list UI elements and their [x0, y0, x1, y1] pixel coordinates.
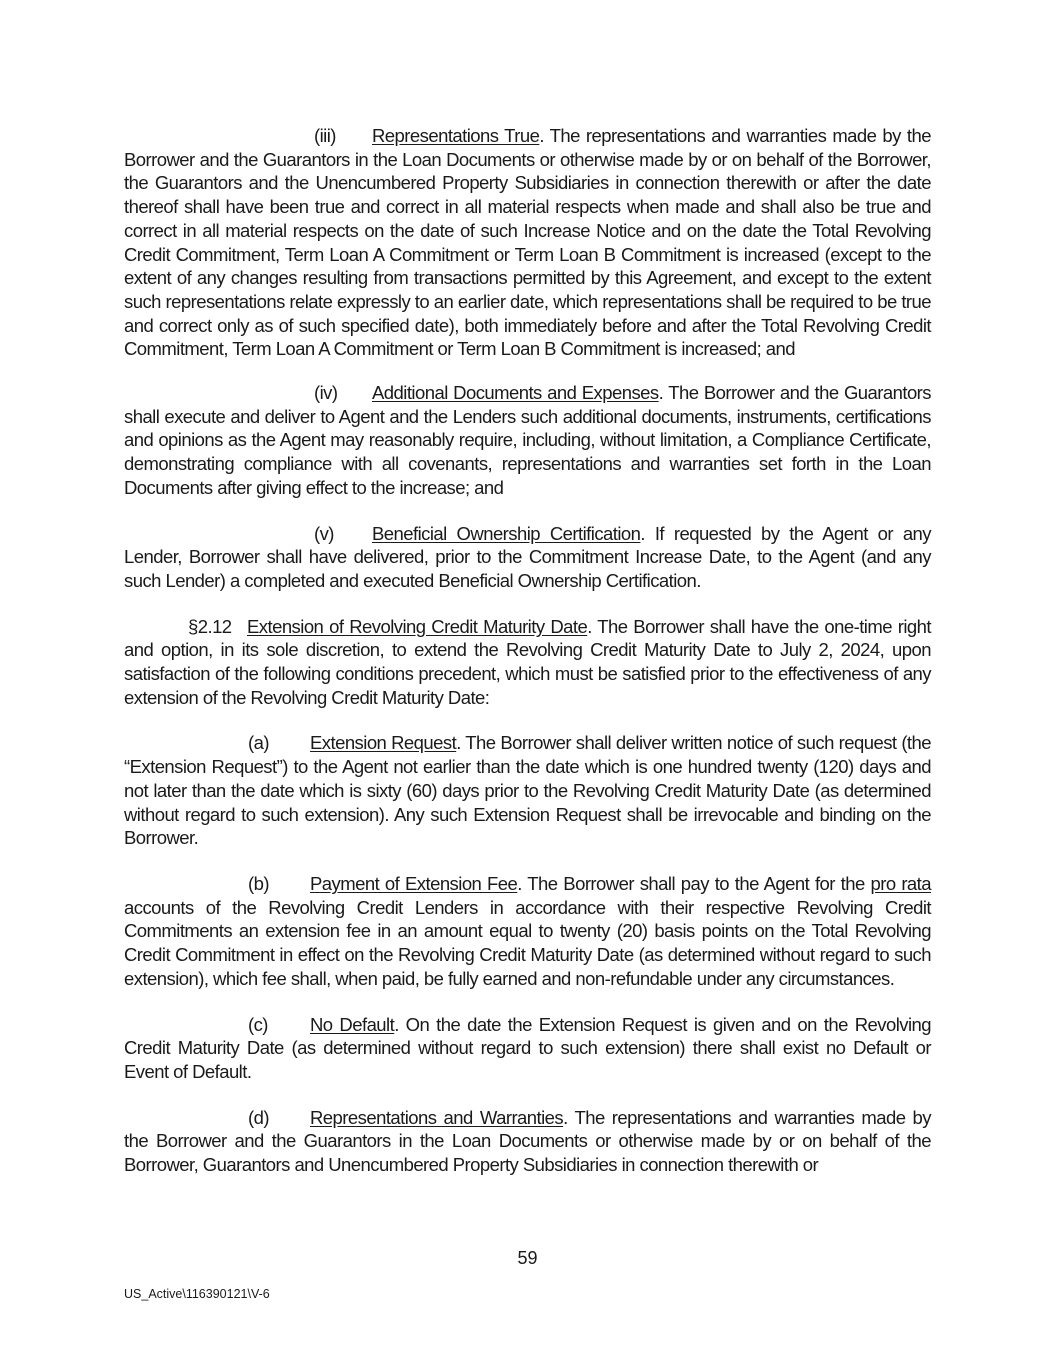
clause-text: . The representations and warranties made by the Borrower and the Guarantors in the Loan Documents or otherwise made by or on behalf of the Borrower, Guarantors and Unencumbered Property Subsidiaries in connection therewith or [124, 1106, 931, 1176]
clause-text: accounts of the Revolving Credit Lenders in accordance with their respective Revolving Credit Commitments an extension fee in an amount equal to twenty (20) basis points on the Total Revolving Credit Commitment in effect on the Revolving Credit Maturity Date (as determined without regard to such extension), which fee shall, when paid, be fully earned and non-refundable under any circumstances. [124, 896, 931, 989]
clause-number: (a) [248, 732, 269, 754]
section-text: . The Borrower shall have the one-time right and option, in its sole discretion, to extend the Revolving Credit Maturity Date to July 2, 2024, upon satisfaction of the following conditions precedent, which must be satisfied prior to the effectiveness of any extension of the Revolving Credit Maturity Date: [124, 615, 931, 708]
clause-heading: Representations and Warranties [310, 1106, 564, 1128]
clause-a [124, 731, 931, 850]
document-id: US_Active\116390121\V-6 [124, 1287, 270, 1301]
clause-number: (v) [314, 522, 334, 544]
clause-heading: Additional Documents and Expenses [372, 382, 659, 404]
clause-number: (iv) [314, 382, 338, 404]
clause-text: . The Borrower shall pay to the Agent for the [517, 872, 871, 894]
clause-text: . If requested by the Agent or any Lender, Borrower shall have delivered, prior to the Commitment Increase Date, to the Agent (and any such Lender) a completed and executed Beneficial Ownership Certification. [124, 522, 931, 591]
clause-heading: Extension Request [310, 732, 457, 754]
clause-heading: Representations True [372, 125, 540, 146]
clause-text: . The Borrower and the Guarantors shall execute and deliver to Agent and the Lenders such additional documents, instruments, certifications and opinions as the Agent may reasonably require, including, without limitation, a Compliance Certificate, demonstrating compliance with all covenants, representations and warranties set forth in the Loan Documents after giving effect to the increase; and [124, 382, 931, 498]
clause-v [124, 522, 931, 593]
clause-heading: Payment of Extension Fee [310, 872, 518, 894]
document-page [124, 124, 931, 1199]
clause-c [124, 1013, 931, 1084]
clause-number: (b) [248, 872, 269, 894]
clause-heading: Beneficial Ownership Certification [372, 522, 641, 544]
clause-iii [124, 124, 931, 361]
section-number: §2.12 [188, 615, 232, 637]
clause-number: (iii) [314, 125, 336, 146]
clause-text: . On the date the Extension Request is given and on the Revolving Credit Maturity Date (as determined without regard to such extension) there shall exist no Default or Event of Default. [124, 1013, 932, 1082]
clause-heading: No Default [310, 1013, 395, 1035]
clause-text: . The representations and warranties made by the Borrower and the Guarantors in the Loan Documents or otherwise made by or on behalf of the Borrower, the Guarantors and the Unencumbered Property Subsidiaries in connection therewith or after the date thereof shall have been true and correct in all material respects when made and shall also be true and correct in all material respects on the date of such Increase Notice and on the date the Total Revolving Credit Commitment, Term Loan A Commitment or Term Loan B Commitment is increased (except to the extent of any changes resulting from transactions permitted by this Agreement, and except to the extent such representations relate expressly to an earlier date, which representations shall be required to be true and correct only as of such specified date), both immediately before and after the Total Revolving Credit Commitment, Term Loan A Commitment or Term Loan B Commitment is increased; and [124, 125, 931, 360]
clause-number: (d) [248, 1106, 269, 1128]
section-heading: Extension of Revolving Credit Maturity Date [247, 615, 588, 637]
clause-b [124, 872, 931, 991]
pro-rata-term: pro rata [870, 872, 931, 894]
page-number: 59 [517, 1248, 538, 1268]
clause-text: . The Borrower shall deliver written notice of such request (the “Extension Request”) to the Agent not earlier than the date which is one hundred twenty (120) days and not later than the date which is sixty (60) days prior to the Revolving Credit Maturity Date (as determined without regard to such extension). Any such Extension Request shall be irrevocable and binding on the Borrower. [124, 732, 931, 849]
clause-iv [124, 381, 931, 500]
clause-number: (c) [248, 1013, 268, 1035]
section-2-12 [124, 615, 931, 710]
clause-d [124, 1106, 931, 1177]
